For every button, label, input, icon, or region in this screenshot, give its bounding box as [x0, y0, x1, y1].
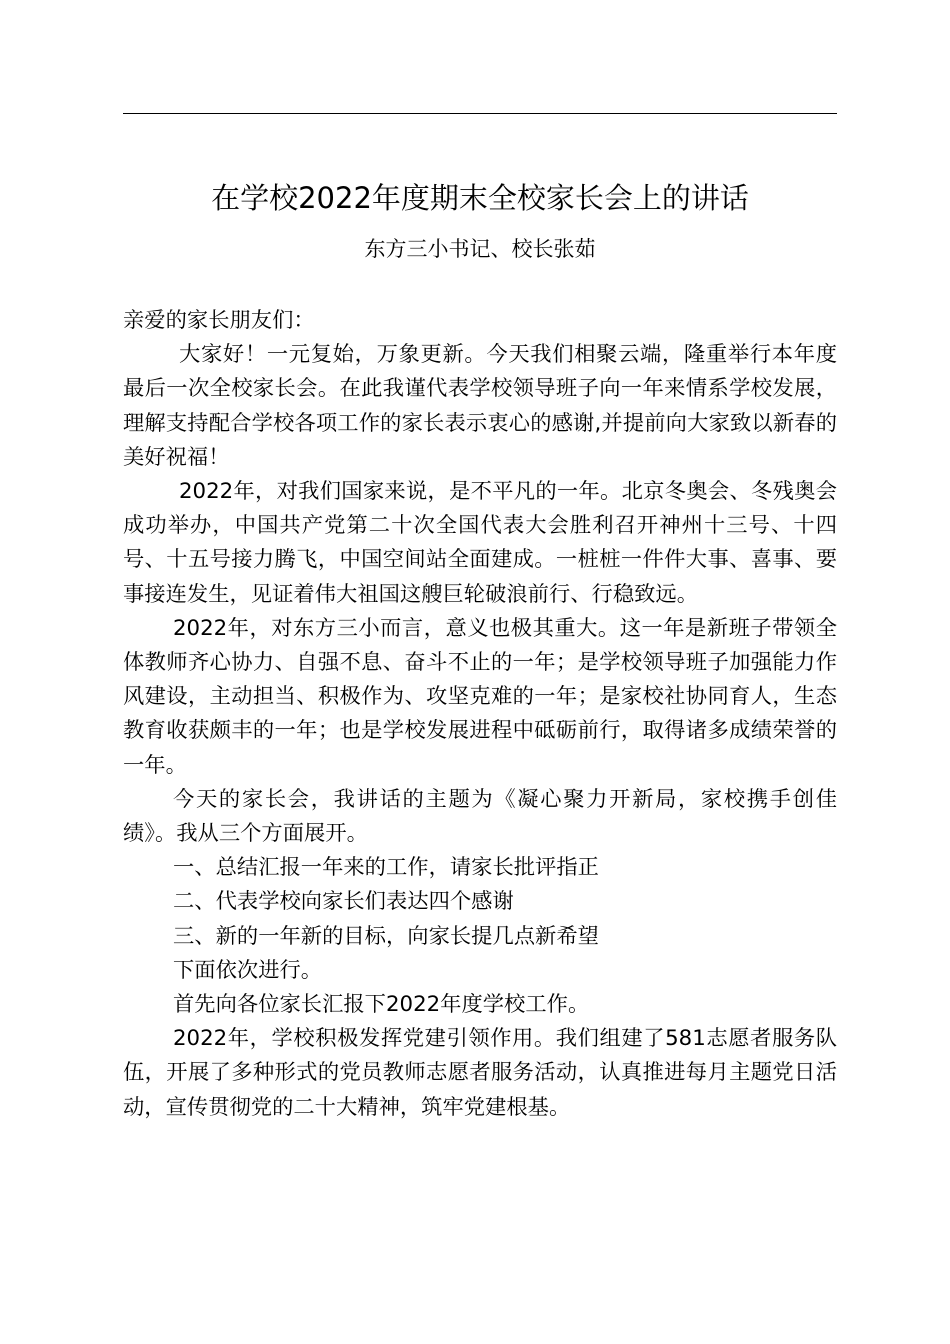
paragraph: 2022年，对我们国家来说，是不平凡的一年。北京冬奥会、冬残奥会成功举办，中国共产党第二十次全国代表大会胜利召开神州十三号、十四号、十五号接力腾飞，中国空间站全面建成。一桩桩一件件大事、喜事、要事接连发生，见证着伟大祖国这艘巨轮破浪前行、行稳致远。 [123, 479, 837, 607]
paragraph: 2022年，对东方三小而言，意义也极其重大。这一年是新班子带领全体教师齐心协力、自强不息、奋斗不止的一年；是学校领导班子加强能力作风建设，主动担当、积极作为、攻坚克难的一年；是家校社协同育人，生态教育收获颇丰的一年；也是学校发展进程中砥砺前行，取得诸多成绩荣誉的一年。 [123, 615, 837, 778]
salutation: 亲爱的家长朋友们： [123, 308, 315, 333]
paragraph: 今天的家长会，我讲话的主题为《凝心聚力开新局，家校携手创佳绩》。我从三个方面展开。 [123, 786, 837, 847]
paragraph: 首先向各位家长汇报下2022年度学校工作。 [173, 992, 590, 1018]
paragraph: 大家好！一元复始，万象更新。今天我们相聚云端，隆重举行本年度最后一次全校家长会。在此我谨代表学校领导班子向一年来情系学校发展，理解支持配合学校各项工作的家长表示衷心的感谢,并提前向大家致以新春的美好祝福！ [123, 342, 837, 470]
document-body [123, 304, 837, 1125]
header-rule [123, 113, 837, 114]
outline-item: 一、总结汇报一年来的工作，请家长批评指正 [173, 855, 599, 881]
paragraph: 下面依次进行。 [173, 957, 323, 983]
outline-item: 二、代表学校向家长们表达四个感谢 [173, 889, 514, 915]
document-title: 在学校2022年度期末全校家长会上的讲话 [211, 181, 749, 215]
paragraph: 2022年，学校积极发挥党建引领作用。我们组建了581志愿者服务队伍，开展了多种形式的党员教师志愿者服务活动，认真推进每月主题党日活动，宣传贯彻党的二十大精神，筑牢党建根基。 [123, 1026, 837, 1120]
document-subtitle: 东方三小书记、校长张茹 [364, 237, 596, 261]
outline-item: 三、新的一年新的目标，向家长提几点新希望 [173, 923, 599, 949]
